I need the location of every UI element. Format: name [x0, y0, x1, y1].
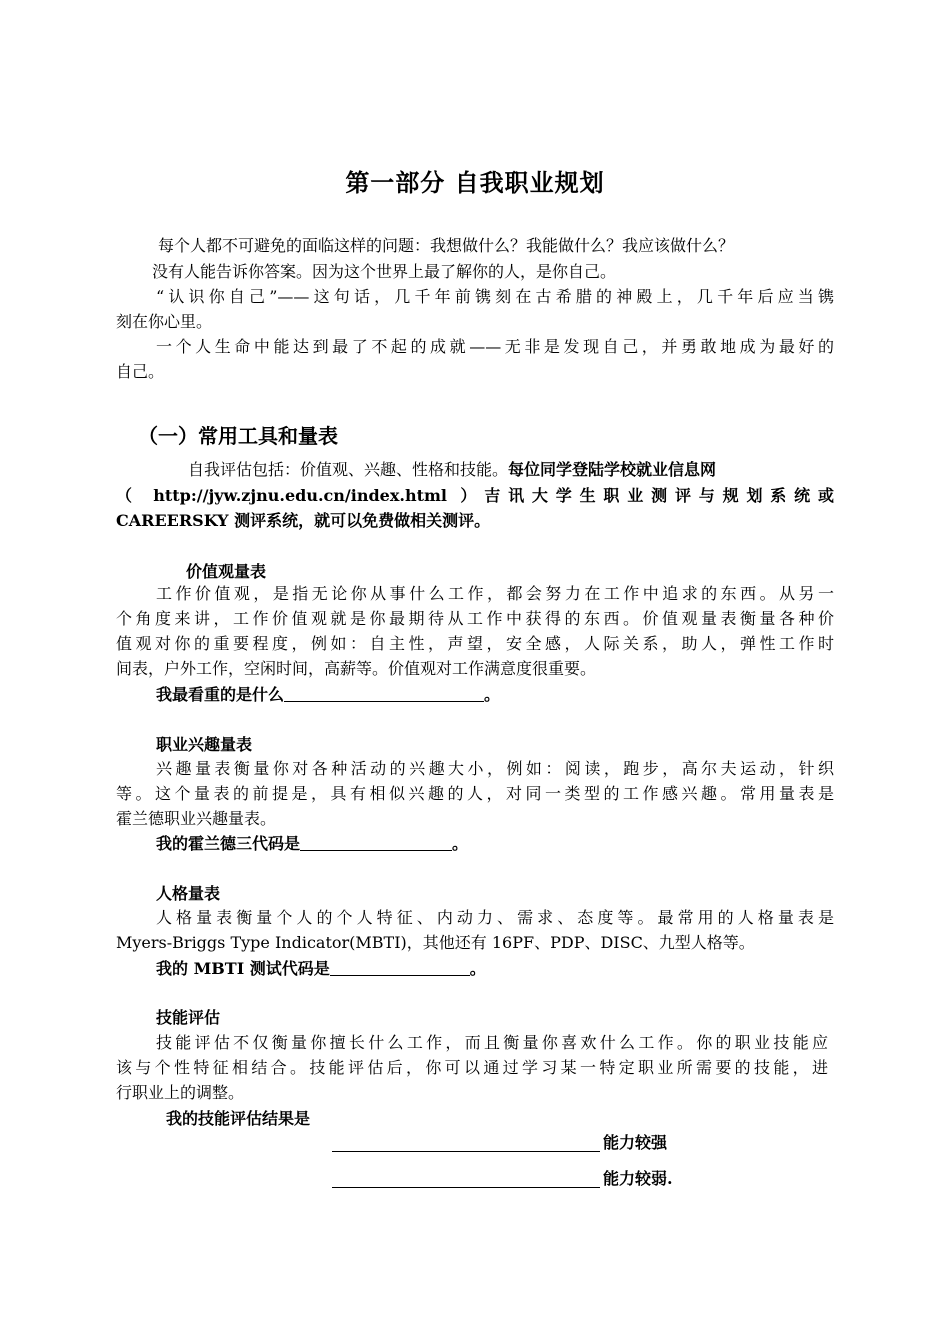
- lead-bold-text: 每位同学登陆学校就业信息网: [508, 460, 717, 479]
- skills-line-1: 技能评估不仅衡量你擅长什么工作，而且衡量你喜欢什么工作。你的职业技能应: [156, 1033, 828, 1052]
- mbti-code-blank[interactable]: [330, 959, 470, 976]
- skills-line-3: 行职业上的调整。: [116, 1083, 245, 1102]
- personality-prompt-end: 。: [469, 959, 486, 978]
- interest-prompt-end: 。: [452, 834, 469, 853]
- values-line-1: 工作价值观，是指无论你从事什么工作，都会努力在工作中追求的东西。从另一: [156, 584, 834, 603]
- intro-line-4: 刻在你心里。: [116, 312, 213, 331]
- intro-line-2: 没有人能告诉你答案。因为这个世界上最了解你的人，是你自己。: [152, 262, 617, 281]
- strong-skills-label: 能力较强: [603, 1133, 668, 1152]
- personality-line-2: Myers-Briggs Type Indicator(MBTI)，其他还有 16PF、PDP、DISC、九型人格等。: [116, 933, 755, 952]
- intro-line-3: “认识你自己”——这句话，几千年前镌刻在古希腊的神殿上，几千年后应当镌: [156, 287, 834, 306]
- values-line-3: 值观对你的重要程度，例如：自主性，声望，安全感，人际关系，助人，弹性工作时: [116, 634, 834, 653]
- weak-skills-blank[interactable]: [332, 1186, 600, 1188]
- interest-line-3: 霍兰德职业兴趣量表。: [116, 809, 277, 828]
- weak-skills-label: 能力较弱.: [603, 1169, 673, 1188]
- personality-prompt: [156, 957, 486, 981]
- personality-heading: 人格量表: [156, 884, 221, 903]
- interest-line-1: 兴趣量表衡量你对各种活动的兴趣大小，例如：阅读，跑步，高尔夫运动，针织: [156, 759, 834, 778]
- values-answer-blank[interactable]: [284, 685, 484, 702]
- section-lead-line-2: （ http://jyw.zjnu.edu.cn/index.html ）吉讯大学生职业测评与规划系统或: [116, 486, 834, 505]
- interest-heading: 职业兴趣量表: [156, 735, 253, 754]
- intro-line-1: 每个人都不可避免的面临这样的问题：我想做什么？我能做什么？我应该做什么？: [158, 236, 735, 255]
- skills-heading: 技能评估: [156, 1008, 221, 1027]
- strong-skills-blank[interactable]: [332, 1150, 600, 1152]
- section-heading-tools: （一）常用工具和量表: [138, 424, 338, 448]
- values-prompt-label: 我最看重的是什么: [156, 685, 285, 704]
- intro-line-5: 一个人生命中能达到最了不起的成就——无非是发现自己，并勇敢地成为最好的: [156, 337, 834, 356]
- interest-prompt: [156, 832, 468, 856]
- skills-line-2: 该与个性特征相结合。技能评估后，你可以通过学习某一特定职业所需要的技能，进: [116, 1058, 828, 1077]
- skills-prompt: 我的技能评估结果是: [166, 1109, 311, 1128]
- section-lead-line-1: [188, 458, 716, 482]
- personality-line-1: 人格量表衡量个人的个人特征、内动力、需求、态度等。最常用的人格量表是: [156, 908, 834, 927]
- values-prompt-end: 。: [484, 685, 501, 704]
- personality-prompt-label: 我的 MBTI 测试代码是: [156, 959, 330, 978]
- lead-plain-text: 自我评估包括：价值观、兴趣、性格和技能。: [188, 460, 509, 479]
- values-prompt: [156, 683, 500, 707]
- values-heading: 价值观量表: [186, 562, 267, 581]
- holland-code-blank[interactable]: [300, 834, 452, 851]
- intro-line-6: 自己。: [116, 362, 165, 381]
- interest-prompt-label: 我的霍兰德三代码是: [156, 834, 301, 853]
- values-line-4: 间表，户外工作，空闲时间，高薪等。价值观对工作满意度很重要。: [116, 659, 597, 678]
- section-lead-line-3: CAREERSKY 测评系统，就可以免费做相关测评。: [116, 511, 491, 530]
- values-line-2: 个角度来讲，工作价值观就是你最期待从工作中获得的东西。价值观量表衡量各种价: [116, 609, 834, 628]
- page-title: 第一部分 自我职业规划: [345, 169, 605, 197]
- interest-line-2: 等。这个量表的前提是，具有相似兴趣的人，对同一类型的工作感兴趣。常用量表是: [116, 784, 834, 803]
